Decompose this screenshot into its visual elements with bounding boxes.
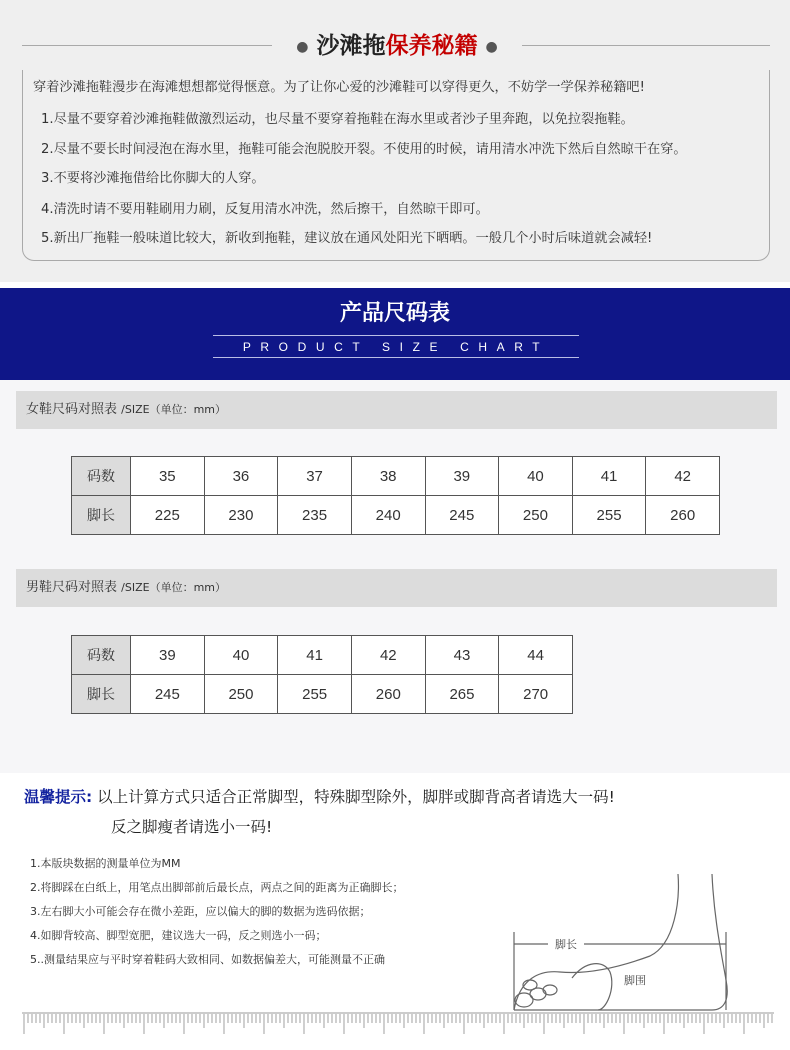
men-section-label: 男鞋尺码对照表 <box>26 580 118 595</box>
foot-measure-diagram <box>500 860 760 1020</box>
length-cell: 235 <box>278 496 352 535</box>
length-cell: 270 <box>499 675 573 714</box>
women-section-unit: /SIZE（单位：mm） <box>121 403 227 416</box>
care-item: 1.尽量不要穿着沙滩拖鞋做激烈运动，也尽量不要穿着拖鞋在海水里或者沙子里奔跑，以免拉裂拖鞋。 <box>41 112 634 127</box>
men-section-bar <box>16 569 777 607</box>
bullet-dot-icon: ● <box>296 39 309 55</box>
size-chart-header <box>0 288 790 380</box>
length-cell: 255 <box>278 675 352 714</box>
table-row <box>72 636 573 675</box>
table-head-cell: 脚长 <box>72 675 131 714</box>
care-title-accent: 保养秘籍 <box>385 32 478 59</box>
girth-label: 脚围 <box>624 974 646 987</box>
size-cell: 36 <box>204 457 278 496</box>
size-cell: 43 <box>425 636 499 675</box>
care-item: 2.尽量不要长时间浸泡在海水里，拖鞋可能会泡脱胶开裂。不使用的时候，请用清水冲洗下然后自然晾干在穿。 <box>41 142 687 157</box>
length-cell: 250 <box>499 496 573 535</box>
size-cell: 38 <box>351 457 425 496</box>
size-cell: 40 <box>499 457 573 496</box>
size-cell: 41 <box>572 457 646 496</box>
foot-outline-top <box>514 874 678 1010</box>
size-chart-subtitle: PRODUCT SIZE CHART <box>242 340 550 354</box>
care-item: 5.新出厂拖鞋一般味道比较大，新收到拖鞋，建议放在通风处阳光下晒晒。一般几个小时后味道就会减轻! <box>41 231 653 246</box>
men-section-unit: /SIZE（单位：mm） <box>121 581 227 594</box>
ruler-ticks <box>24 1014 774 1034</box>
length-cell: 260 <box>646 496 720 535</box>
length-label: 脚长 <box>555 938 577 951</box>
length-cell: 245 <box>131 675 205 714</box>
measure-note: 2.将脚踩在白纸上，用笔点出脚部前后最长点，两点之间的距离为正确脚长； <box>30 881 404 894</box>
length-cell: 255 <box>572 496 646 535</box>
size-cell: 42 <box>351 636 425 675</box>
bullet-dot-icon: ● <box>485 39 498 55</box>
header-rule-bottom <box>213 357 579 358</box>
toe-icon <box>543 985 557 995</box>
tip-label: 温馨提示: <box>24 788 93 806</box>
title-divider-left <box>22 45 272 46</box>
care-intro: 穿着沙滩拖鞋漫步在海滩想想都觉得惬意。为了让你心爱的沙滩鞋可以穿得更久，不妨学一学保养秘籍吧! <box>33 80 645 95</box>
size-cell: 39 <box>131 636 205 675</box>
care-item: 3.不要将沙滩拖借给比你脚大的人穿。 <box>41 171 265 186</box>
care-section <box>0 0 790 282</box>
care-item: 4.清洗时请不要用鞋刷用力刷，反复用清水冲洗，然后擦干，自然晾干即可。 <box>41 202 489 217</box>
size-cell: 42 <box>646 457 720 496</box>
size-tables-area <box>0 380 790 773</box>
length-cell: 240 <box>351 496 425 535</box>
size-cell: 40 <box>204 636 278 675</box>
length-cell: 225 <box>131 496 205 535</box>
foot-outline-bottom <box>514 874 727 1010</box>
header-rule-top <box>213 335 579 336</box>
length-cell: 250 <box>204 675 278 714</box>
size-cell: 35 <box>131 457 205 496</box>
tip-line-1 <box>24 784 615 810</box>
table-head-cell: 码数 <box>72 457 131 496</box>
women-section-bar <box>16 391 777 429</box>
measure-note: 4.如脚背较高、脚型宽肥，建议选大一码，反之则选小一码； <box>30 929 327 942</box>
length-cell: 230 <box>204 496 278 535</box>
tip-text: 以上计算方式只适合正常脚型，特殊脚型除外，脚胖或脚背高者请选大一码! <box>97 788 615 806</box>
size-cell: 44 <box>499 636 573 675</box>
measure-note: 5..测量结果应与平时穿着鞋码大致相同、如数据偏差大，可能测量不正确 <box>30 953 385 966</box>
measure-note: 1.本版块数据的测量单位为MM <box>30 857 181 870</box>
tip-line-2: 反之脚瘦者请选小一码! <box>111 818 273 836</box>
care-title <box>272 28 522 64</box>
length-cell: 265 <box>425 675 499 714</box>
women-size-table <box>71 456 720 535</box>
size-cell: 37 <box>278 457 352 496</box>
care-tips-box <box>22 70 770 261</box>
table-row <box>72 675 573 714</box>
table-row <box>72 496 720 535</box>
table-row <box>72 457 720 496</box>
measure-note: 3.左右脚大小可能会存在微小差距，应以偏大的脚的数据为选码依据； <box>30 905 371 918</box>
table-head-cell: 脚长 <box>72 496 131 535</box>
men-size-table <box>71 635 573 714</box>
size-cell: 39 <box>425 457 499 496</box>
length-cell: 260 <box>351 675 425 714</box>
table-head-cell: 码数 <box>72 636 131 675</box>
title-divider-right <box>522 45 770 46</box>
size-cell: 41 <box>278 636 352 675</box>
care-title-main: 沙滩拖 <box>316 32 386 59</box>
length-cell: 245 <box>425 496 499 535</box>
size-chart-title: 产品尺码表 <box>339 301 450 326</box>
women-section-label: 女鞋尺码对照表 <box>26 402 118 417</box>
ruler-graphic <box>22 1012 774 1042</box>
